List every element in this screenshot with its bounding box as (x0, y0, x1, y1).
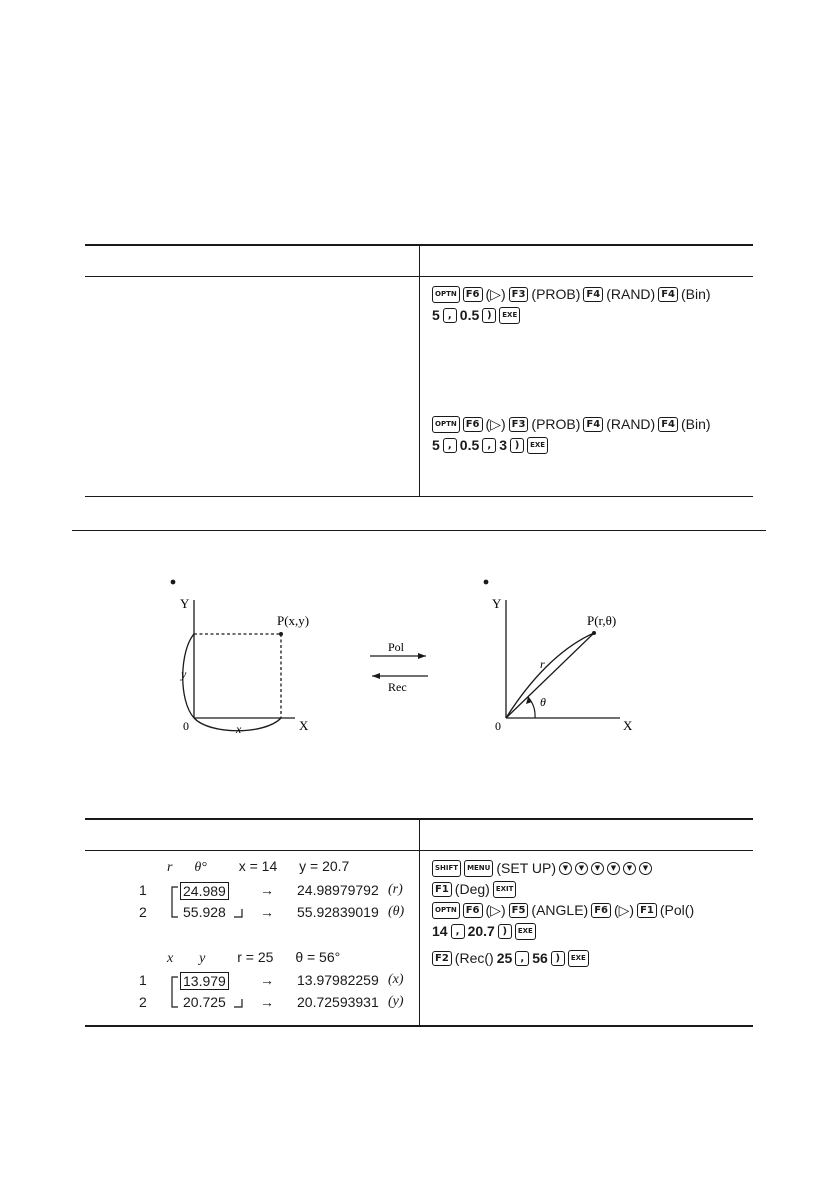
f5-key: F5 (509, 903, 529, 918)
y-axis-label: Y (180, 596, 190, 611)
ex1-var1: (r) (388, 882, 403, 897)
result-index: 1 (139, 882, 147, 898)
x-var-label: x (236, 722, 242, 736)
rec-label: Rec (388, 680, 407, 694)
pol-table-bottom-rule (85, 1025, 753, 1027)
ex1-short1: 24.989 (180, 882, 229, 900)
digit: 25 (496, 950, 513, 966)
optn-key: OPTN (432, 286, 460, 303)
y-var-label: y (181, 667, 187, 681)
y-condition: y = 20.7 (299, 858, 350, 874)
next-label: (▷) (485, 416, 506, 432)
digit: 56 (532, 950, 548, 966)
optn-key: OPTN (432, 902, 460, 919)
next-label: (▷) (485, 902, 506, 918)
down-arrow-icon: ▼ (559, 862, 572, 875)
f4-key: F4 (583, 287, 603, 302)
ex2-short1: 13.979 (180, 972, 229, 990)
ex1-keys-line3 (432, 900, 694, 920)
bullet-icon (484, 580, 489, 585)
comma-key: , (515, 951, 529, 966)
f2-key: F2 (432, 951, 452, 966)
ex1-short2: 55.928 (183, 904, 226, 920)
result-index: 1 (139, 972, 147, 988)
close-paren-key: ) (551, 951, 565, 966)
ex2-line2 (139, 994, 147, 1010)
close-paren-key: ) (498, 924, 512, 939)
ex2-full2: 20.72593931 (297, 994, 379, 1010)
f6-key: F6 (463, 903, 483, 918)
point-label: P(r,θ) (587, 613, 617, 628)
down-arrow-icon: ▼ (623, 862, 636, 875)
y-var: y (199, 951, 206, 966)
ex2-keys-line1 (432, 948, 589, 968)
ex2-var1: (x) (388, 972, 404, 987)
f3-key: F3 (509, 287, 529, 302)
ex1-full1: 24.98979792 (297, 882, 379, 898)
ex1-keys-line1 (432, 858, 652, 878)
bin-row1-keys2 (432, 305, 520, 325)
point-marker (592, 631, 596, 635)
f4-key: F4 (583, 417, 603, 432)
exe-key: EXE (568, 950, 589, 967)
r-condition: r = 25 (237, 949, 274, 965)
ex1-arrow2: → (260, 904, 274, 920)
bin-table-divider (419, 244, 420, 496)
x-var: x (167, 951, 174, 966)
comma-key: , (451, 924, 465, 939)
down-arrow-icon: ▼ (607, 862, 620, 875)
bullet-icon (171, 580, 176, 585)
comma-key: , (482, 438, 496, 453)
bin-label: (Bin) (681, 416, 711, 432)
ex2-full1: 13.97982259 (297, 972, 379, 988)
close-paren-key: ) (482, 308, 496, 323)
pol-arrowhead (418, 653, 426, 659)
digit: 5 (432, 437, 440, 453)
digit: 0.5 (459, 307, 480, 323)
ex1-keys-line2 (432, 879, 516, 899)
ex2-line1 (139, 972, 147, 988)
f6-key: F6 (591, 903, 611, 918)
deg-label: (Deg) (454, 881, 490, 897)
down-arrow-icon: ▼ (591, 862, 604, 875)
bin-label: (Bin) (681, 286, 711, 302)
x-axis-label: X (299, 718, 309, 733)
f3-key: F3 (509, 417, 529, 432)
ex1-keys-line4 (432, 921, 536, 941)
bin-row2-keys2 (432, 435, 548, 455)
down-arrow-icon: ▼ (639, 862, 652, 875)
bin-row1-keys (432, 284, 711, 304)
theta-label: θ (540, 695, 546, 709)
exe-key: EXE (515, 923, 536, 940)
ex1-var2: (θ) (388, 904, 405, 919)
point-label: P(x,y) (277, 613, 310, 628)
r-var: r (167, 860, 173, 875)
menu-key: MENU (464, 860, 493, 877)
f1-key: F1 (637, 903, 657, 918)
prob-label: (PROB) (531, 286, 581, 302)
digit: 3 (499, 437, 508, 453)
optn-key: OPTN (432, 416, 460, 433)
pol-label: Pol (388, 640, 405, 654)
bin-table-bottom-rule (85, 496, 753, 497)
origin-label: 0 (495, 719, 501, 733)
ex1-conditions (167, 858, 349, 876)
theta-var: θ° (194, 860, 207, 875)
section-rule (72, 530, 766, 531)
shift-key: SHIFT (432, 860, 461, 877)
r-var-label: r (540, 657, 545, 671)
ex1-full2: 55.92839019 (297, 904, 379, 920)
rand-label: (RAND) (606, 416, 656, 432)
result-index: 2 (139, 904, 147, 920)
ex2-arrow2: → (260, 994, 274, 1010)
ex2-arrow1: → (260, 972, 274, 988)
digit: 14 (432, 923, 448, 939)
f4-key: F4 (658, 417, 678, 432)
exe-key: EXE (499, 307, 520, 324)
digit: 5 (432, 307, 440, 323)
rec-arrowhead (372, 673, 380, 679)
ex2-short2: 20.725 (183, 994, 226, 1010)
f1-key: F1 (432, 882, 452, 897)
ex2-conditions (167, 949, 340, 967)
next-label: (▷) (614, 902, 635, 918)
exit-key: EXIT (493, 881, 517, 898)
y-axis-label: Y (492, 596, 502, 611)
comma-key: , (443, 308, 457, 323)
f6-key: F6 (463, 417, 483, 432)
down-arrow-icon: ▼ (575, 862, 588, 875)
pol-table-divider (419, 818, 420, 1025)
radius-line (506, 633, 594, 718)
close-paren-key: ) (510, 438, 524, 453)
pol-label: (Pol() (659, 902, 695, 918)
rand-label: (RAND) (606, 286, 656, 302)
angle-label: (ANGLE) (531, 902, 589, 918)
point-marker (279, 632, 283, 636)
digit: 0.5 (459, 437, 480, 453)
x-condition: x = 14 (238, 858, 278, 874)
origin-label: 0 (183, 719, 189, 733)
setup-label: (SET UP) (496, 860, 556, 876)
result-index: 2 (139, 994, 147, 1010)
digit: 20.7 (467, 923, 495, 939)
prob-label: (PROB) (531, 416, 581, 432)
next-label: (▷) (485, 286, 506, 302)
f4-key: F4 (658, 287, 678, 302)
bin-row2-keys (432, 414, 711, 434)
rec-label: (Rec() (454, 950, 494, 966)
theta-condition: θ = 56° (295, 949, 341, 965)
x-axis-label: X (623, 718, 633, 733)
ex1-line1 (139, 882, 147, 898)
ex1-arrow1: → (260, 882, 274, 898)
coordinate-diagram (150, 570, 670, 745)
comma-key: , (443, 438, 457, 453)
exe-key: EXE (527, 437, 548, 454)
ex1-line2 (139, 904, 147, 920)
ex2-var2: (y) (388, 994, 404, 1009)
f6-key: F6 (463, 287, 483, 302)
